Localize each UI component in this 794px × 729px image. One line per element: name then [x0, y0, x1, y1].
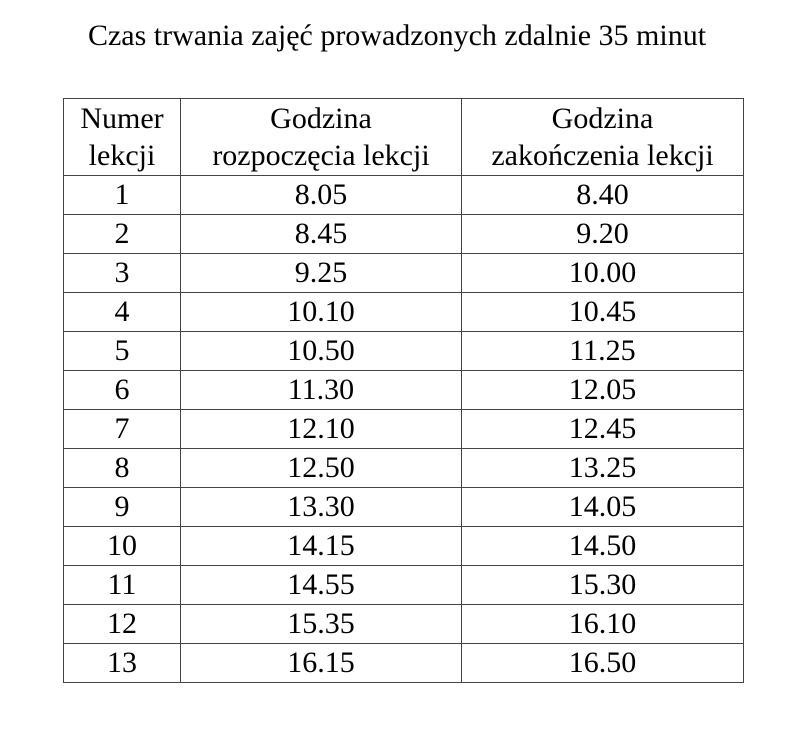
lesson-number-cell: 12 — [64, 605, 181, 644]
lesson-number-cell: 3 — [64, 254, 181, 293]
lesson-number-cell: 1 — [64, 176, 181, 215]
lesson-number-cell: 13 — [64, 644, 181, 683]
start-time-cell: 15.35 — [181, 605, 462, 644]
header-text-line: Numer — [80, 102, 164, 135]
start-time-cell: 8.45 — [181, 215, 462, 254]
table-row — [64, 332, 744, 371]
header-lesson-number — [64, 99, 181, 176]
header-text-line: rozpoczęcia lekcji — [212, 139, 430, 172]
document-title: Czas trwania zajęć prowadzonych zdalnie 35 minut — [87, 19, 707, 52]
start-time-cell: 14.15 — [181, 527, 462, 566]
header-text-line: lekcji — [88, 139, 156, 172]
header-text-line: Godzina — [270, 102, 372, 135]
end-time-cell: 8.40 — [462, 176, 744, 215]
lesson-number-cell: 6 — [64, 371, 181, 410]
end-time-cell: 9.20 — [462, 215, 744, 254]
start-time-cell: 10.50 — [181, 332, 462, 371]
table-row — [64, 215, 744, 254]
lesson-number-cell: 11 — [64, 566, 181, 605]
end-time-cell: 16.50 — [462, 644, 744, 683]
end-time-cell: 16.10 — [462, 605, 744, 644]
end-time-cell: 14.05 — [462, 488, 744, 527]
start-time-cell: 10.10 — [181, 293, 462, 332]
table-row — [64, 488, 744, 527]
start-time-cell: 13.30 — [181, 488, 462, 527]
header-text-line: zakończenia lekcji — [491, 139, 714, 172]
table-row — [64, 449, 744, 488]
lesson-number-cell: 8 — [64, 449, 181, 488]
table-row — [64, 371, 744, 410]
end-time-cell: 12.45 — [462, 410, 744, 449]
lesson-number-cell: 9 — [64, 488, 181, 527]
header-end-time — [462, 99, 744, 176]
table-row — [64, 644, 744, 683]
end-time-cell: 13.25 — [462, 449, 744, 488]
end-time-cell: 15.30 — [462, 566, 744, 605]
header-start-time — [181, 99, 462, 176]
header-text-line: Godzina — [551, 102, 654, 135]
table-row — [64, 527, 744, 566]
table-row — [64, 605, 744, 644]
lesson-number-cell: 10 — [64, 527, 181, 566]
lesson-number-cell: 5 — [64, 332, 181, 371]
start-time-cell: 11.30 — [181, 371, 462, 410]
lesson-number-cell: 4 — [64, 293, 181, 332]
lesson-number-cell: 2 — [64, 215, 181, 254]
table-row — [64, 410, 744, 449]
table-row — [64, 293, 744, 332]
start-time-cell: 9.25 — [181, 254, 462, 293]
start-time-cell: 12.10 — [181, 410, 462, 449]
lesson-schedule-table — [63, 98, 744, 683]
end-time-cell: 14.50 — [462, 527, 744, 566]
start-time-cell: 8.05 — [181, 176, 462, 215]
table-header-row — [64, 99, 744, 176]
table-row — [64, 176, 744, 215]
end-time-cell: 11.25 — [462, 332, 744, 371]
start-time-cell: 12.50 — [181, 449, 462, 488]
end-time-cell: 10.00 — [462, 254, 744, 293]
table-row — [64, 254, 744, 293]
end-time-cell: 10.45 — [462, 293, 744, 332]
start-time-cell: 16.15 — [181, 644, 462, 683]
lesson-number-cell: 7 — [64, 410, 181, 449]
table-row — [64, 566, 744, 605]
end-time-cell: 12.05 — [462, 371, 744, 410]
start-time-cell: 14.55 — [181, 566, 462, 605]
